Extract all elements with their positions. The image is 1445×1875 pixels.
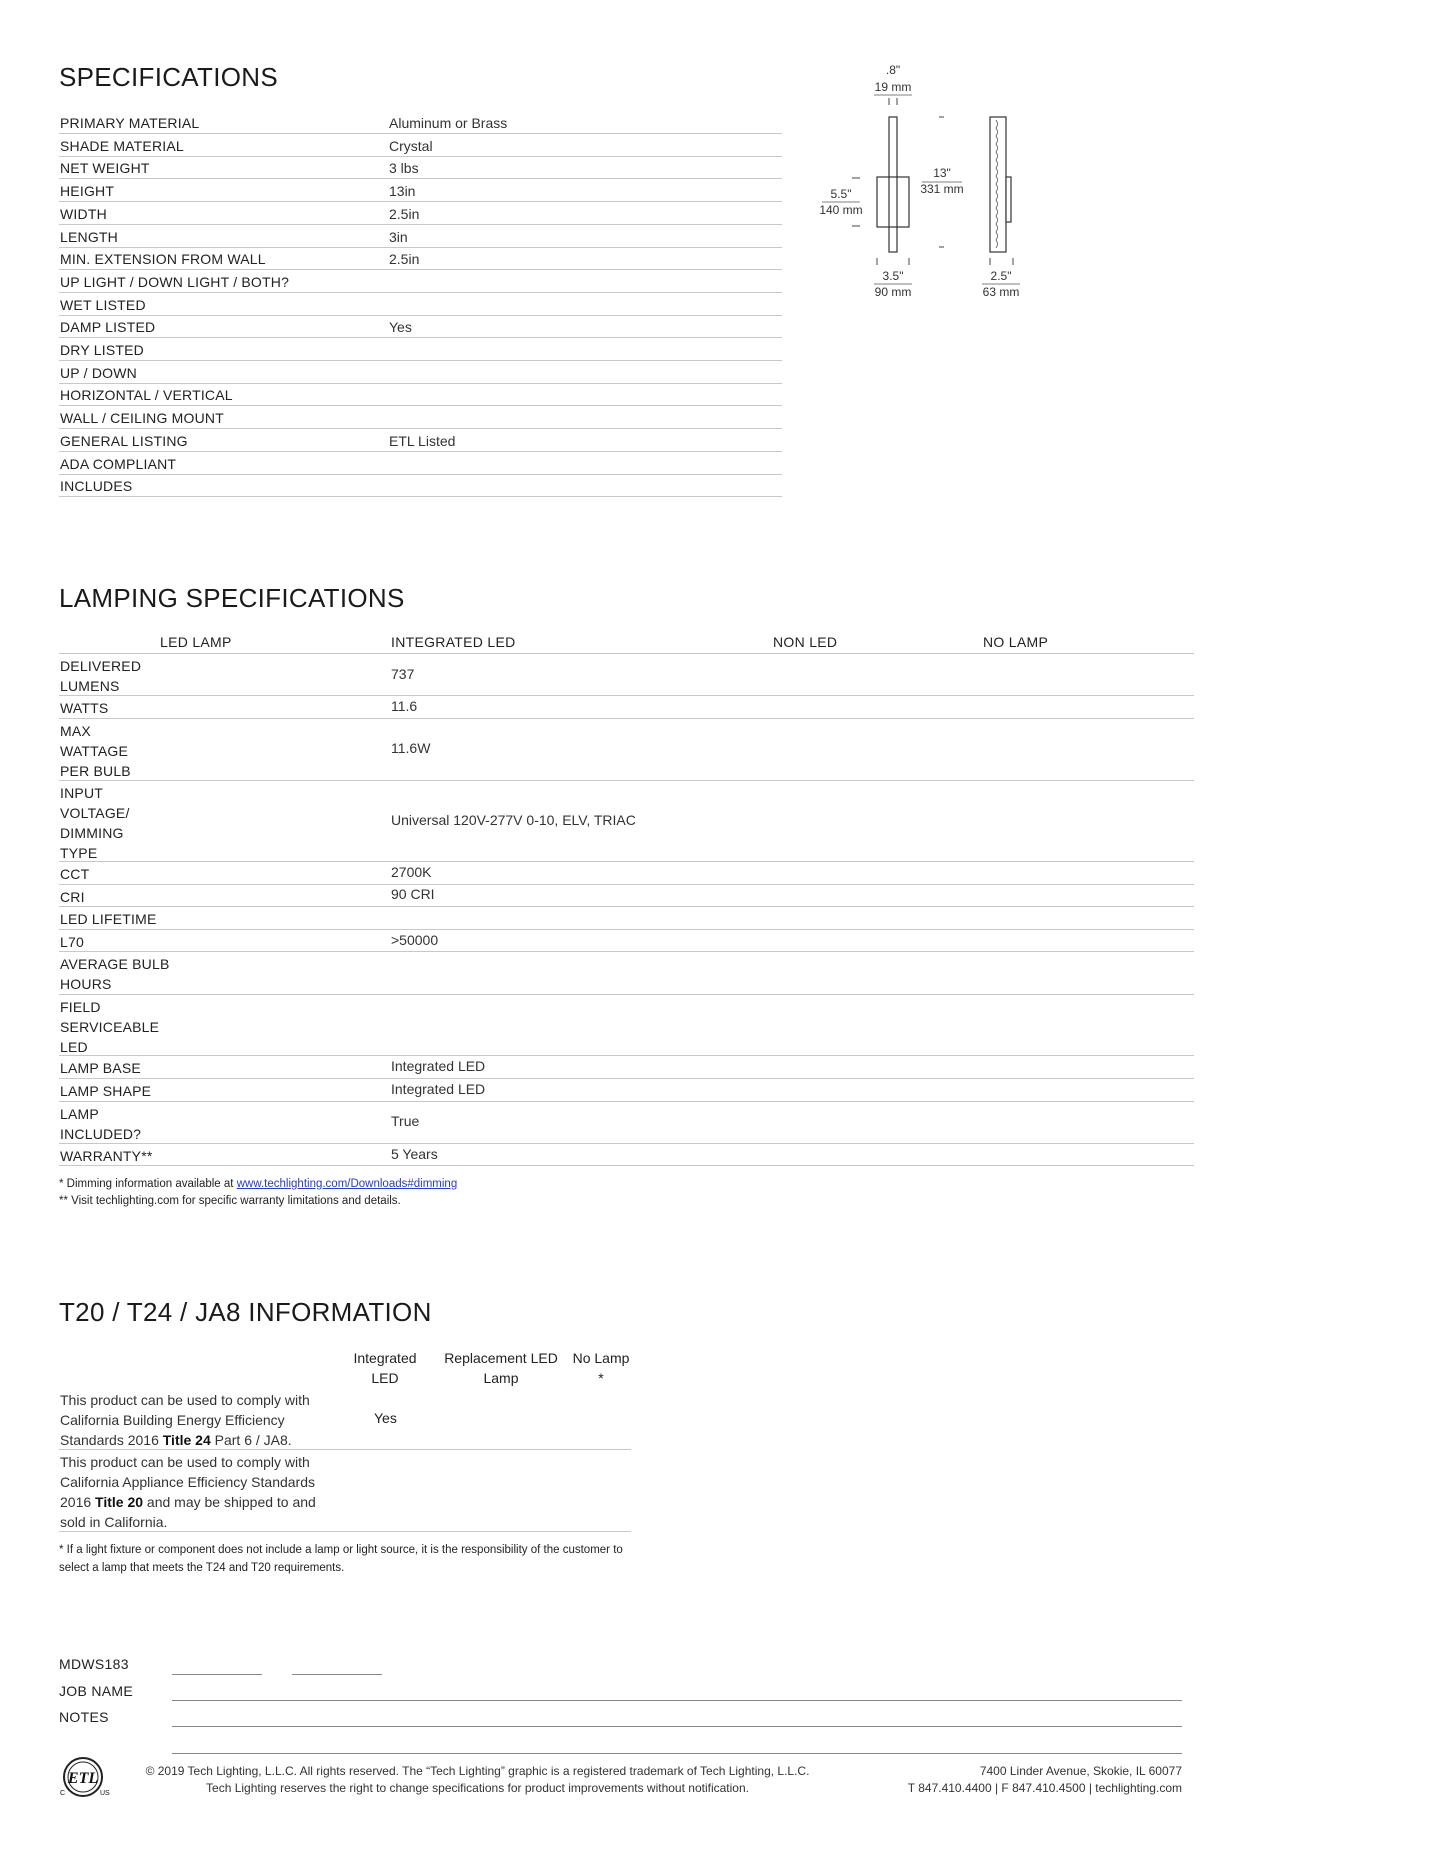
lamping-row (59, 952, 1194, 994)
dimming-note-text: * Dimming information available at (59, 1178, 237, 1190)
lamping-row (59, 862, 1194, 885)
spec-row (59, 157, 782, 179)
spec-row (59, 339, 782, 361)
lamping-label: LAMP SHAPE (60, 1083, 152, 1099)
dimming-note (59, 1178, 457, 1190)
spec-label: WET LISTED (60, 296, 146, 313)
spec-row (59, 316, 782, 338)
spec-value: Yes (389, 319, 412, 336)
lamping-label: LED LIFETIME (60, 911, 157, 928)
spec-value: 3in (389, 228, 408, 245)
lamping-value: Integrated LED (391, 1080, 486, 1097)
lamping-label: LAMP BASE (60, 1060, 141, 1077)
spec-label: DAMP LISTED (60, 319, 156, 336)
spec-value: 3 lbs (389, 160, 419, 177)
top-width-in: .8" (885, 63, 901, 77)
spec-row (59, 226, 782, 248)
col-no-lamp: NO LAMP (983, 634, 1049, 650)
base-in: 3.5" (882, 269, 904, 283)
col-led-lamp: LED LAMP (160, 634, 232, 650)
spec-value: 2.5in (389, 205, 420, 222)
spec-value: ETL Listed (389, 432, 456, 449)
lamping-label: MAX WATTAGE PER BULB (60, 722, 131, 779)
lamping-value: Universal 120V-277V 0-10, ELV, TRIAC (391, 811, 636, 828)
lamping-label: CCT (60, 866, 90, 882)
spec-row (59, 362, 782, 384)
lamping-row (59, 719, 1194, 781)
etl-logo-us: US (100, 1790, 110, 1797)
lamping-value: 11.6W (391, 740, 431, 757)
t24-row-text: This product can be used to comply with California Building Energy Efficiency Standards 2016 Title 24 Part 6 / JA8. (60, 1392, 310, 1448)
model-field-2[interactable] (292, 1674, 382, 1675)
disclaimer-line: Tech Lighting reserves the right to change specifications for product improvements without notification. (206, 1781, 749, 1795)
etl-logo (58, 1755, 114, 1799)
spec-label: GENERAL LISTING (60, 432, 188, 449)
lamping-label: WATTS (60, 700, 109, 717)
spec-label: NET WEIGHT (60, 160, 150, 177)
spec-label: HEIGHT (60, 183, 115, 200)
depth-mm: 63 mm (982, 285, 1020, 299)
lamping-row (59, 1144, 1194, 1167)
lamping-label: L70 (60, 933, 84, 950)
spec-row (59, 271, 782, 293)
spec-label: LENGTH (60, 228, 118, 245)
col-integrated-led: INTEGRATED LED (391, 634, 516, 650)
dimension-drawing (810, 60, 1040, 310)
lamping-row (59, 781, 1194, 862)
spec-label: UP LIGHT / DOWN LIGHT / BOTH? (60, 273, 290, 290)
spec-label: WALL / CEILING MOUNT (60, 410, 224, 427)
spec-label: ADA COMPLIANT (60, 455, 177, 472)
t20-note: * If a light fixture or component does not include a lamp or light source, it is the responsibility of the customer to select a lamp that meets the T24 and T20 requirements. (59, 1544, 623, 1574)
lamping-row (59, 696, 1194, 719)
spec-label: MIN. EXTENSION FROM WALL (60, 251, 266, 268)
lamping-row (59, 1056, 1194, 1079)
spec-label: UP / DOWN (60, 364, 137, 381)
notes-field-1[interactable] (172, 1726, 1182, 1727)
notes-label: NOTES (59, 1709, 109, 1725)
job-name-field[interactable] (172, 1700, 1182, 1701)
spec-row (59, 294, 782, 316)
lamping-row (59, 1079, 1194, 1102)
job-name-label: JOB NAME (59, 1683, 133, 1699)
lamping-label: LAMP INCLUDED? (60, 1105, 142, 1142)
spec-row (59, 430, 782, 452)
lamping-row (59, 654, 1194, 696)
height-mm: 331 mm (920, 182, 964, 196)
lamping-value: 11.6 (391, 697, 418, 714)
t24-row-value: Yes (374, 1410, 397, 1426)
lamping-label: AVERAGE BULB HOURS (60, 956, 170, 993)
spec-row (59, 180, 782, 202)
model-number: MDWS183 (59, 1656, 129, 1672)
lamping-row (59, 885, 1194, 908)
t20-col-nolamp: No Lamp * (572, 1350, 630, 1386)
spec-label: PRIMARY MATERIAL (60, 115, 200, 131)
lamping-row (59, 1102, 1194, 1144)
spec-row (59, 384, 782, 406)
spec-row (59, 407, 782, 429)
spec-row (59, 112, 782, 134)
spec-label: INCLUDES (60, 478, 133, 495)
warranty-note: ** Visit techlighting.com for specific warranty limitations and details. (59, 1195, 401, 1207)
lamping-row (59, 907, 1194, 930)
lamping-value: Integrated LED (391, 1058, 486, 1075)
t20-col-integrated: Integrated LED (353, 1350, 417, 1386)
spec-label: SHADE MATERIAL (60, 137, 184, 154)
etl-logo-text: ETL (67, 1770, 99, 1787)
specifications-title: SPECIFICATIONS (59, 62, 278, 92)
spec-value: Crystal (389, 137, 433, 154)
dimming-link[interactable]: www.techlighting.com/Downloads#dimming (236, 1178, 458, 1190)
side-in: 5.5" (830, 187, 852, 201)
col-non-led: NON LED (773, 634, 838, 650)
lamping-label: FIELD SERVICEABLE LED (60, 998, 160, 1055)
lamping-label: INPUT VOLTAGE/ DIMMING TYPE (60, 784, 130, 861)
height-in: 13" (933, 166, 951, 180)
side-mm: 140 mm (819, 203, 863, 217)
model-field-1[interactable] (172, 1674, 262, 1675)
spec-label: HORIZONTAL / VERTICAL (60, 387, 233, 404)
copyright-line: © 2019 Tech Lighting, L.L.C. All rights reserved. The “Tech Lighting” graphic is a registered trademark of Tech Lighting, L.L.C. (145, 1764, 810, 1778)
lamping-label: WARRANTY** (60, 1147, 153, 1164)
lamping-row (59, 995, 1194, 1057)
spec-row (59, 248, 782, 270)
lamping-label: DELIVERED LUMENS (60, 658, 142, 694)
contact-info: T 847.410.4400 | F 847.410.4500 | techlighting.com (907, 1781, 1182, 1795)
spec-row (59, 453, 782, 475)
lamping-title: LAMPING SPECIFICATIONS (59, 583, 405, 613)
lamping-row (59, 930, 1194, 953)
t24-row (59, 1388, 631, 1450)
lamping-value: 90 CRI (391, 886, 435, 903)
lamping-value: 737 (391, 665, 415, 682)
lamping-value: >50000 (391, 931, 439, 948)
etl-logo-c: C (60, 1790, 66, 1797)
lamping-value: 2700K (391, 863, 432, 880)
spec-label: WIDTH (60, 205, 107, 222)
spec-value: 13in (389, 183, 416, 200)
spec-row (59, 475, 782, 497)
spec-value: 2.5in (389, 251, 420, 268)
lamping-label: CRI (60, 888, 85, 905)
address: 7400 Linder Avenue, Skokie, IL 60077 (979, 1764, 1182, 1778)
depth-in: 2.5" (990, 269, 1012, 283)
base-mm: 90 mm (874, 285, 912, 299)
lamping-value: 5 Years (391, 1145, 438, 1162)
top-width-mm: 19 mm (874, 80, 912, 94)
spec-label: DRY LISTED (60, 342, 144, 358)
t20-row-text: This product can be used to comply with California Appliance Efficiency Standards 2016 Title 20 and may be shipped to and sold in California. (60, 1454, 316, 1530)
t20-row (59, 1450, 631, 1532)
spec-row (59, 135, 782, 157)
t20-col-replacement: Replacement LED Lamp (444, 1350, 558, 1386)
spec-row (59, 203, 782, 225)
t20-title: T20 / T24 / JA8 INFORMATION (59, 1297, 432, 1327)
notes-field-2[interactable] (172, 1753, 1182, 1754)
spec-value: Aluminum or Brass (389, 115, 508, 131)
lamping-value: True (391, 1113, 420, 1130)
